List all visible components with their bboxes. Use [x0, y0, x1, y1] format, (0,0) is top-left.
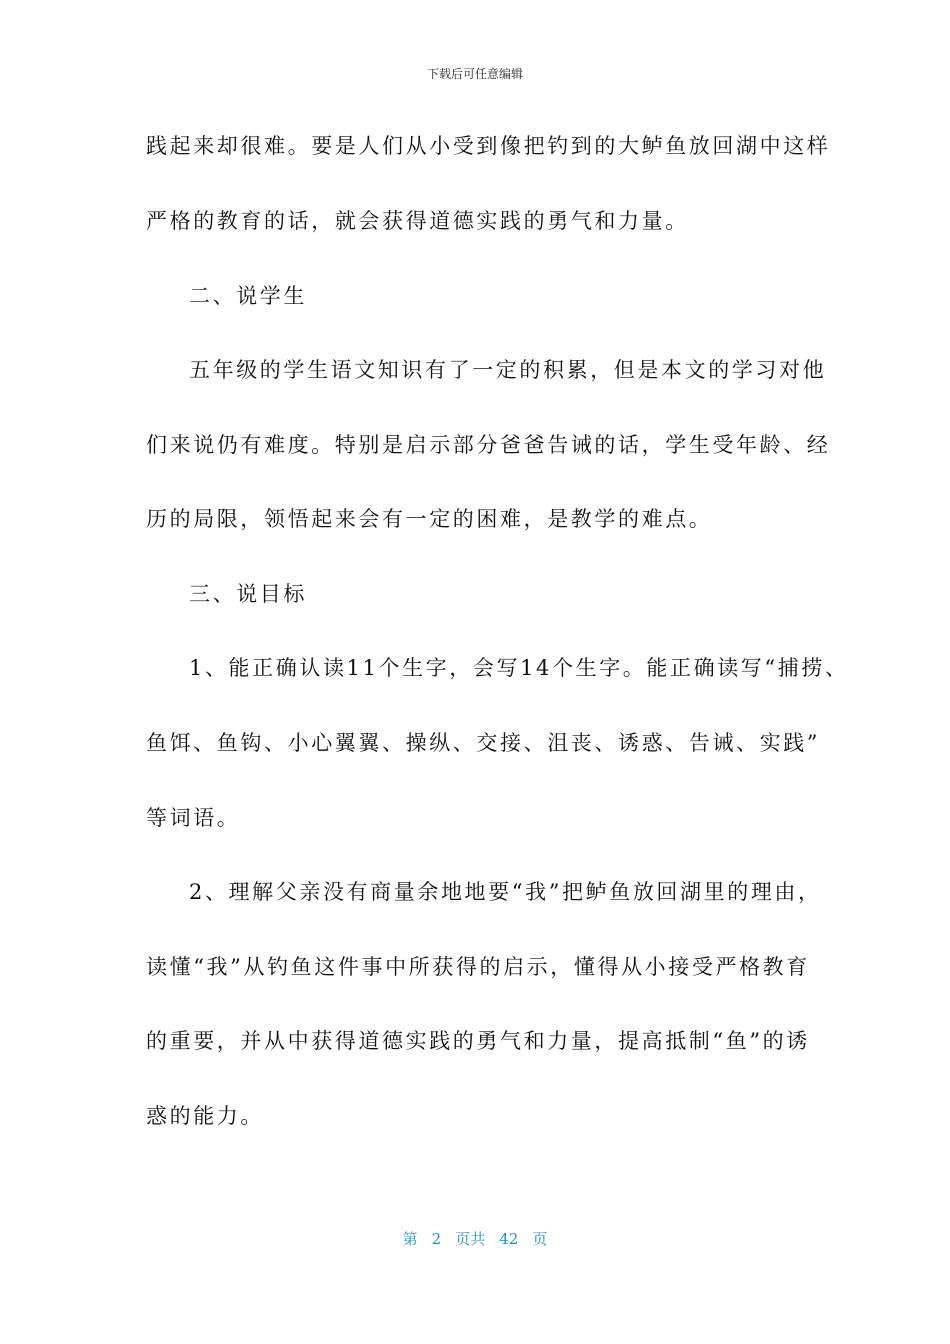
body-line-6: 历的局限，领悟起来会有一定的困难，是教学的难点。 [146, 507, 713, 531]
total-pages-number: 42 [499, 1230, 519, 1248]
footer-suffix: 页 [532, 1230, 548, 1248]
body-line-4: 五年级的学生语文知识有了一定的积累，但是本文的学习对他 [189, 358, 827, 382]
body-line-14: 惑的能力。 [146, 1104, 264, 1128]
page-header: 下载后可任意编辑 [426, 67, 523, 81]
footer-prefix: 第 [402, 1230, 418, 1248]
body-line-8: 1、能正确认读11个生字，会写14个生字。能正确读写“捕捞、 [189, 656, 849, 680]
page-footer [0, 1229, 950, 1249]
body-line-9: 鱼饵、鱼钩、小心翼翼、操纵、交接、沮丧、诱惑、告诫、实践” [146, 731, 821, 755]
current-page-number: 2 [431, 1230, 442, 1248]
section-heading-students: 二、说学生 [189, 284, 307, 308]
body-line-13: 的重要，并从中获得道德实践的勇气和力量，提高抵制“鱼”的诱 [146, 1029, 810, 1053]
footer-middle: 页共 [455, 1230, 486, 1248]
body-line-12: 读懂“我”从钓鱼这件事中所获得的启示，懂得从小接受严格教育 [146, 955, 810, 979]
body-line-1: 践起来却很难。要是人们从小受到像把钓到的大鲈鱼放回湖中这样 [146, 134, 831, 158]
section-heading-goals: 三、说目标 [189, 582, 307, 606]
body-line-2: 严格的教育的话，就会获得道德实践的勇气和力量。 [146, 209, 689, 233]
body-line-11: 2、理解父亲没有商量余地地要“我”把鲈鱼放回湖里的理由， [189, 880, 822, 904]
body-line-5: 们来说仍有难度。特别是启示部分爸爸告诫的话，学生受年龄、经 [146, 433, 831, 457]
body-line-10: 等词语。 [146, 806, 241, 830]
